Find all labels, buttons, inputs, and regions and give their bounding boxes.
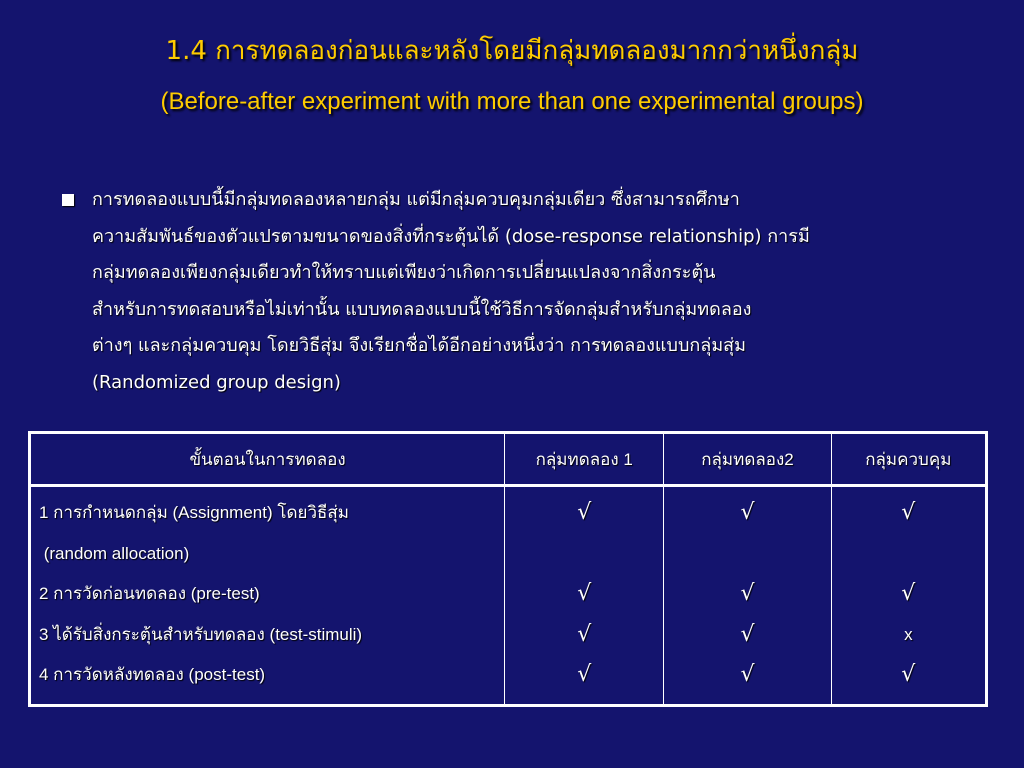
step-line: 4 การวัดหลังทดลอง (post-test) [39, 665, 266, 684]
bullet-line: สำหรับการทดสอบหรือไม่เท่านั้น แบบทดลองแบบนี้ใช้วิธีการจัดกลุ่มสำหรับกลุ่มทดลอง [92, 298, 752, 320]
empty-mark [672, 534, 822, 575]
bullet-line: การทดลองแบบนี้มีกลุ่มทดลองหลายกลุ่ม แต่มีกลุ่มควบคุมกลุ่มเดียว ซึ่งสามารถศึกษา [92, 189, 740, 210]
header-steps: ขั้นตอนในการทดลอง [30, 433, 505, 486]
check-mark: √ [901, 662, 916, 687]
group1-cell [505, 486, 664, 706]
bullet-line: ต่างๆ และกลุ่มควบคุม โดยวิธีสุ่ม จึงเรียกชื่อได้อีกอย่างหนึ่งว่า การทดลองแบบกลุ่มสุ่ม [92, 335, 747, 356]
bullet-line: (Randomized group design) [92, 371, 341, 393]
step-line: 1 การกำหนดกลุ่ม (Assignment) โดยวิธีสุ่ม [39, 503, 349, 522]
check-mark: √ [577, 581, 592, 606]
header-group1: กลุ่มทดลอง 1 [505, 433, 664, 486]
check-mark: √ [740, 621, 755, 647]
square-bullet-icon [62, 194, 74, 206]
bullet-text [92, 182, 992, 401]
cross-mark: x [904, 624, 913, 644]
table-row [30, 486, 987, 706]
steps-cell [30, 486, 505, 706]
header-group2: กลุ่มทดลอง2 [664, 433, 831, 486]
page-subtitle: (Before-after experiment with more than one experimental groups) [160, 88, 864, 115]
check-mark: √ [577, 500, 592, 525]
check-mark: √ [901, 581, 916, 606]
check-mark: √ [740, 581, 755, 606]
page-title: 1.4 การทดลองก่อนและหลังโดยมีกลุ่มทดลองมากกว่าหนึ่งกลุ่ม [165, 36, 859, 66]
group2-cell [664, 486, 831, 706]
bullet-paragraph [62, 182, 992, 401]
table-header-row [30, 433, 987, 486]
step-line: (random allocation) [39, 543, 190, 563]
bullet-line: ความสัมพันธ์ของตัวแปรตามขนาดของสิ่งที่กระตุ้นได้ (dose-response relationship) การมี [92, 225, 810, 247]
check-mark: √ [740, 500, 755, 525]
empty-mark [840, 534, 977, 575]
control-cell [831, 486, 986, 706]
empty-mark [513, 534, 655, 575]
check-mark: √ [577, 662, 592, 687]
check-mark: √ [577, 621, 592, 647]
header-control: กลุ่มควบคุม [831, 433, 986, 486]
bullet-line: กลุ่มทดลองเพียงกลุ่มเดียวทำให้ทราบแต่เพียงว่าเกิดการเปลี่ยนแปลงจากสิ่งกระตุ้น [92, 262, 716, 283]
step-line: 2 การวัดก่อนทดลอง (pre-test) [39, 584, 260, 603]
step-line: 3 ได้รับสิ่งกระตุ้นสำหรับทดลอง (test-stimuli) [39, 624, 363, 644]
experiment-steps-table [28, 431, 988, 707]
check-mark: √ [901, 500, 916, 525]
check-mark: √ [740, 662, 755, 687]
